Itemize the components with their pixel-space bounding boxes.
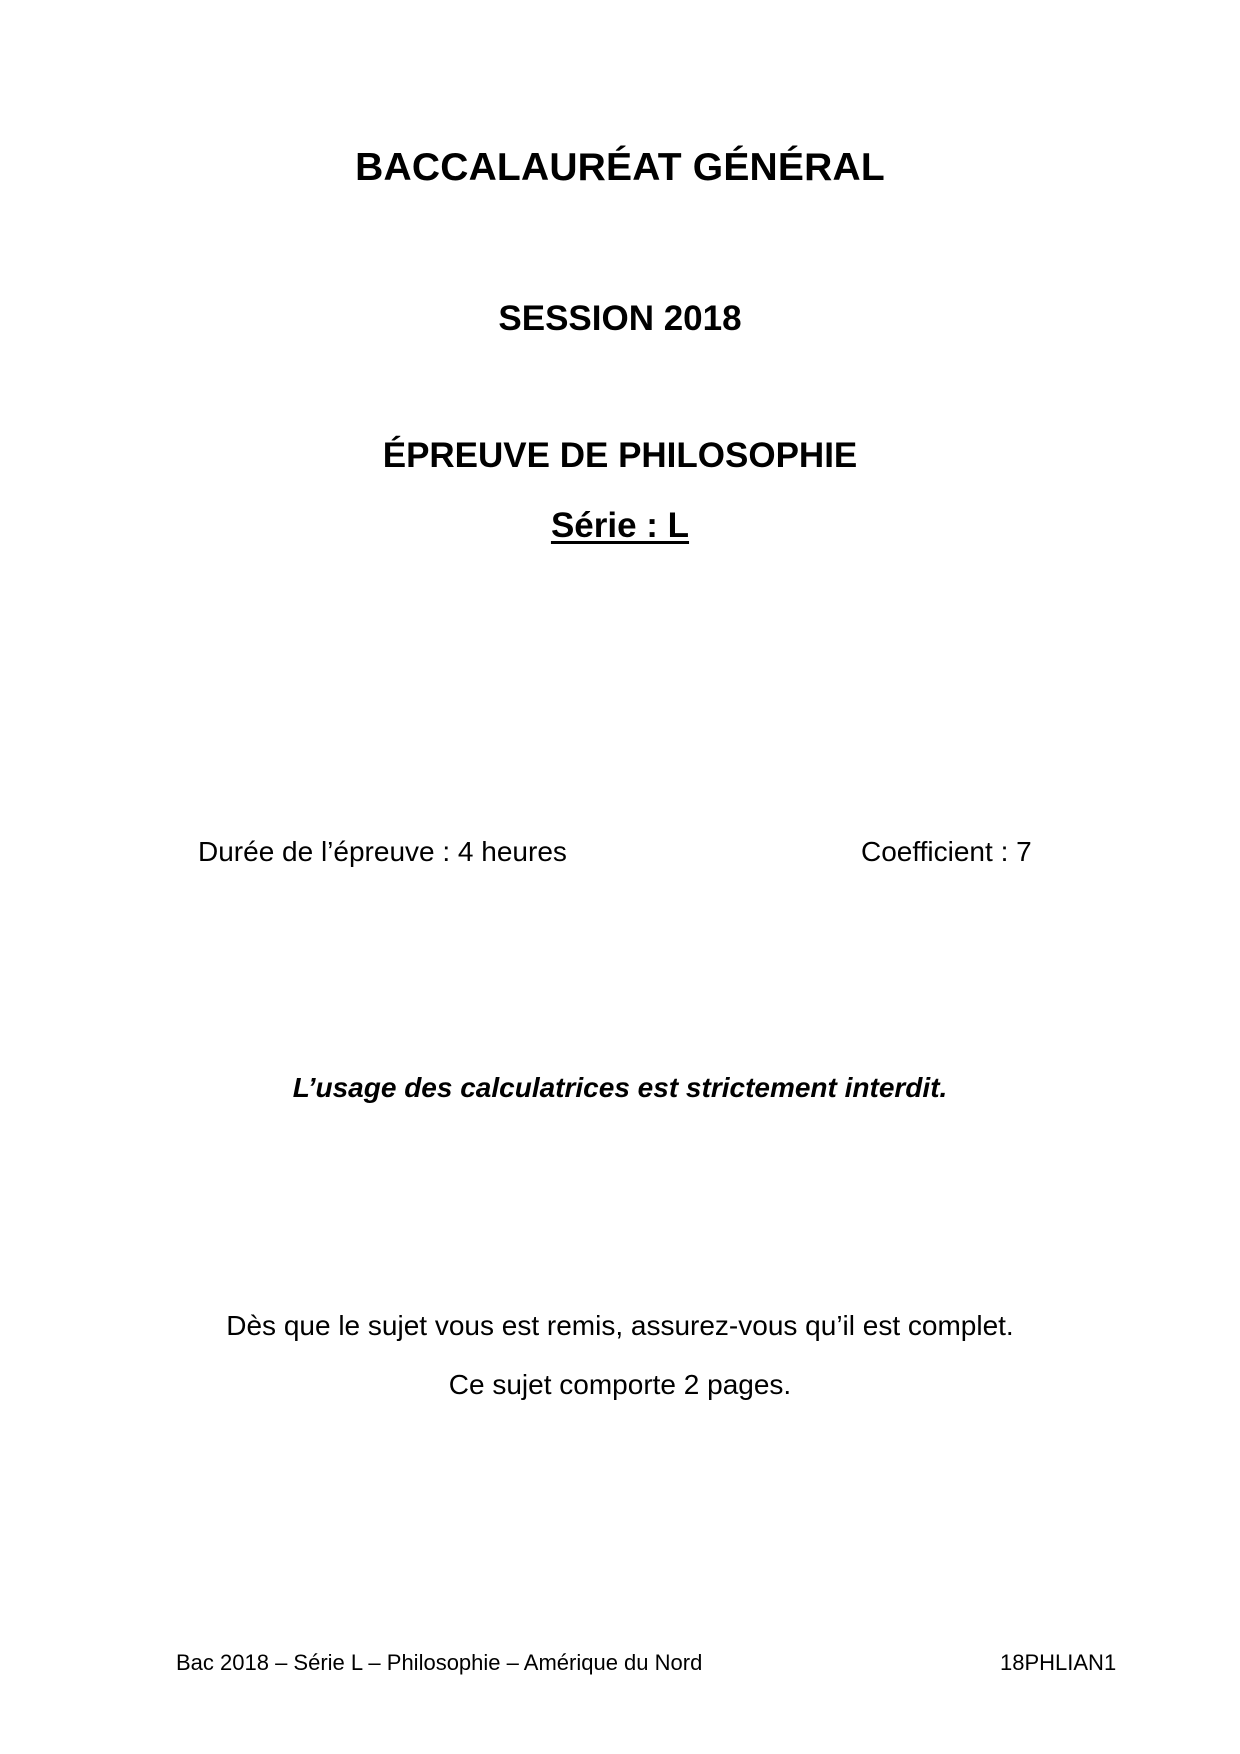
serie-label: Série : L — [550, 506, 690, 545]
coefficient-text: Coefficient : 7 — [861, 836, 1032, 867]
epreuve-title: ÉPREUVE DE PHILOSOPHIE — [382, 436, 858, 475]
calculator-notice: L’usage des calculatrices est strictement interdit. — [292, 1072, 948, 1103]
exam-title: BACCALAURÉAT GÉNÉRAL — [355, 146, 885, 189]
footer-left-text: Bac 2018 – Série L – Philosophie – Amérique du Nord — [176, 1650, 703, 1675]
session-title: SESSION 2018 — [498, 299, 742, 338]
duree-text: Durée de l’épreuve : 4 heures — [198, 836, 567, 867]
footer-code: 18PHLIAN1 — [1000, 1650, 1117, 1675]
instruction-line-2: Ce sujet comporte 2 pages. — [448, 1369, 792, 1400]
instruction-line-1: Dès que le sujet vous est remis, assurez-vous qu’il est complet. — [226, 1310, 1014, 1341]
